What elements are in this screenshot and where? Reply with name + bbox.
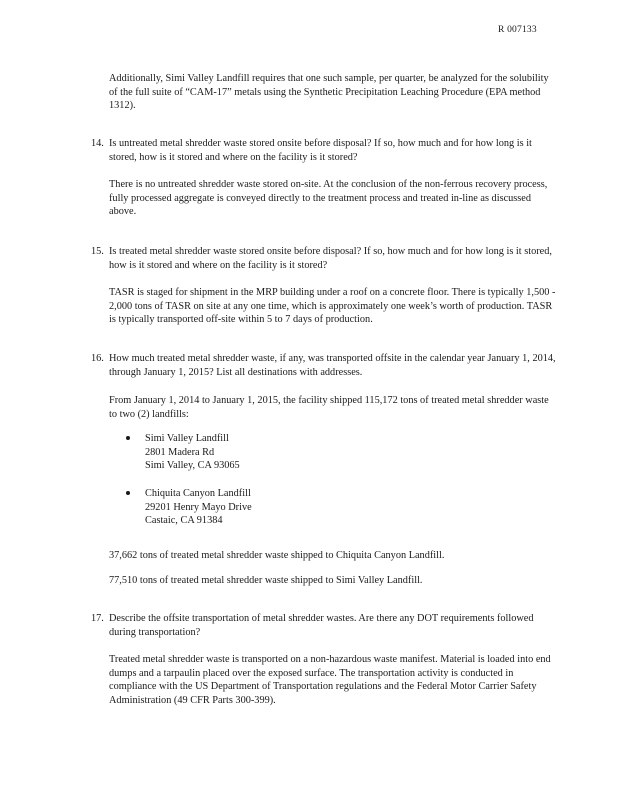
landfill-address (145, 487, 445, 528)
bullet-icon (126, 491, 132, 497)
question-text: Is untreated metal shredder waste stored onsite before disposal? If so, how much and for how long is it stored, how is it stored and where on the facility is it stored? (109, 138, 532, 163)
question-number: 14. (91, 138, 104, 149)
landfill-name: Chiquita Canyon Landfill (145, 488, 251, 499)
question-number: 15. (91, 246, 104, 257)
intro-paragraph: Additionally, Simi Valley Landfill requires that one such sample, per quarter, be analyzed for the solubility of the full suite of “CAM-17” metals using the Synthetic Precipitation Leaching Procedure (EPA method 1312). (109, 73, 549, 112)
question-text: Describe the offsite transportation of metal shredder wastes. Are there any DOT requirements followed during transportation? (109, 613, 534, 638)
question-14 (91, 137, 559, 164)
answer-14: There is no untreated shredder waste stored on-site. At the conclusion of the non-ferrous recovery process, fully processed aggregate is conveyed directly to the treatment process and treated in-line as discussed above. (109, 179, 548, 218)
landfill-street: 2801 Madera Rd (145, 446, 215, 458)
landfill-address (145, 432, 445, 473)
landfill-street: 29201 Henry Mayo Drive (145, 501, 252, 513)
question-text: Is treated metal shredder waste stored onsite before disposal? If so, how much and for how long is it stored, how is it stored and where on the facility is it stored? (109, 246, 552, 271)
landfill-name: Simi Valley Landfill (145, 433, 229, 444)
shipment-line: 37,662 tons of treated metal shredder waste shipped to Chiquita Canyon Landfill. (109, 550, 445, 561)
bates-number: R 007133 (498, 25, 537, 35)
answer-17: Treated metal shredder waste is transported on a non-hazardous waste manifest. Material is loaded into end dumps and a tarpaulin placed over the exposed surface. The transportation activity is conducted in compliance with the US Department of Transportation regulations and the Federal Motor Carrier Safety Administration (49 CFR Parts 300-399). (109, 654, 551, 706)
question-text: How much treated metal shredder waste, if any, was transported offsite in the calendar year January 1, 2014, through January 1, 2015? List all destinations with addresses. (109, 353, 556, 378)
bullet-icon (126, 436, 132, 442)
question-number: 16. (91, 353, 104, 364)
question-16 (91, 352, 559, 379)
answer-15: TASR is staged for shipment in the MRP building under a roof on a concrete floor. There is typically 1,500 - 2,000 tons of TASR on site at any one time, which is approximately one week’s worth of production. TASR is typically transported off-site within 5 to 7 days of production. (109, 287, 556, 326)
answer-16: From January 1, 2014 to January 1, 2015, the facility shipped 115,172 tons of treated metal shredder waste to two (2) landfills: (109, 395, 549, 420)
question-17 (91, 612, 559, 639)
question-15 (91, 245, 559, 272)
landfill-city: Castaic, CA 91384 (145, 515, 223, 527)
landfill-city: Simi Valley, CA 93065 (145, 460, 240, 472)
shipment-line: 77,510 tons of treated metal shredder waste shipped to Simi Valley Landfill. (109, 575, 423, 586)
question-number: 17. (91, 613, 104, 624)
